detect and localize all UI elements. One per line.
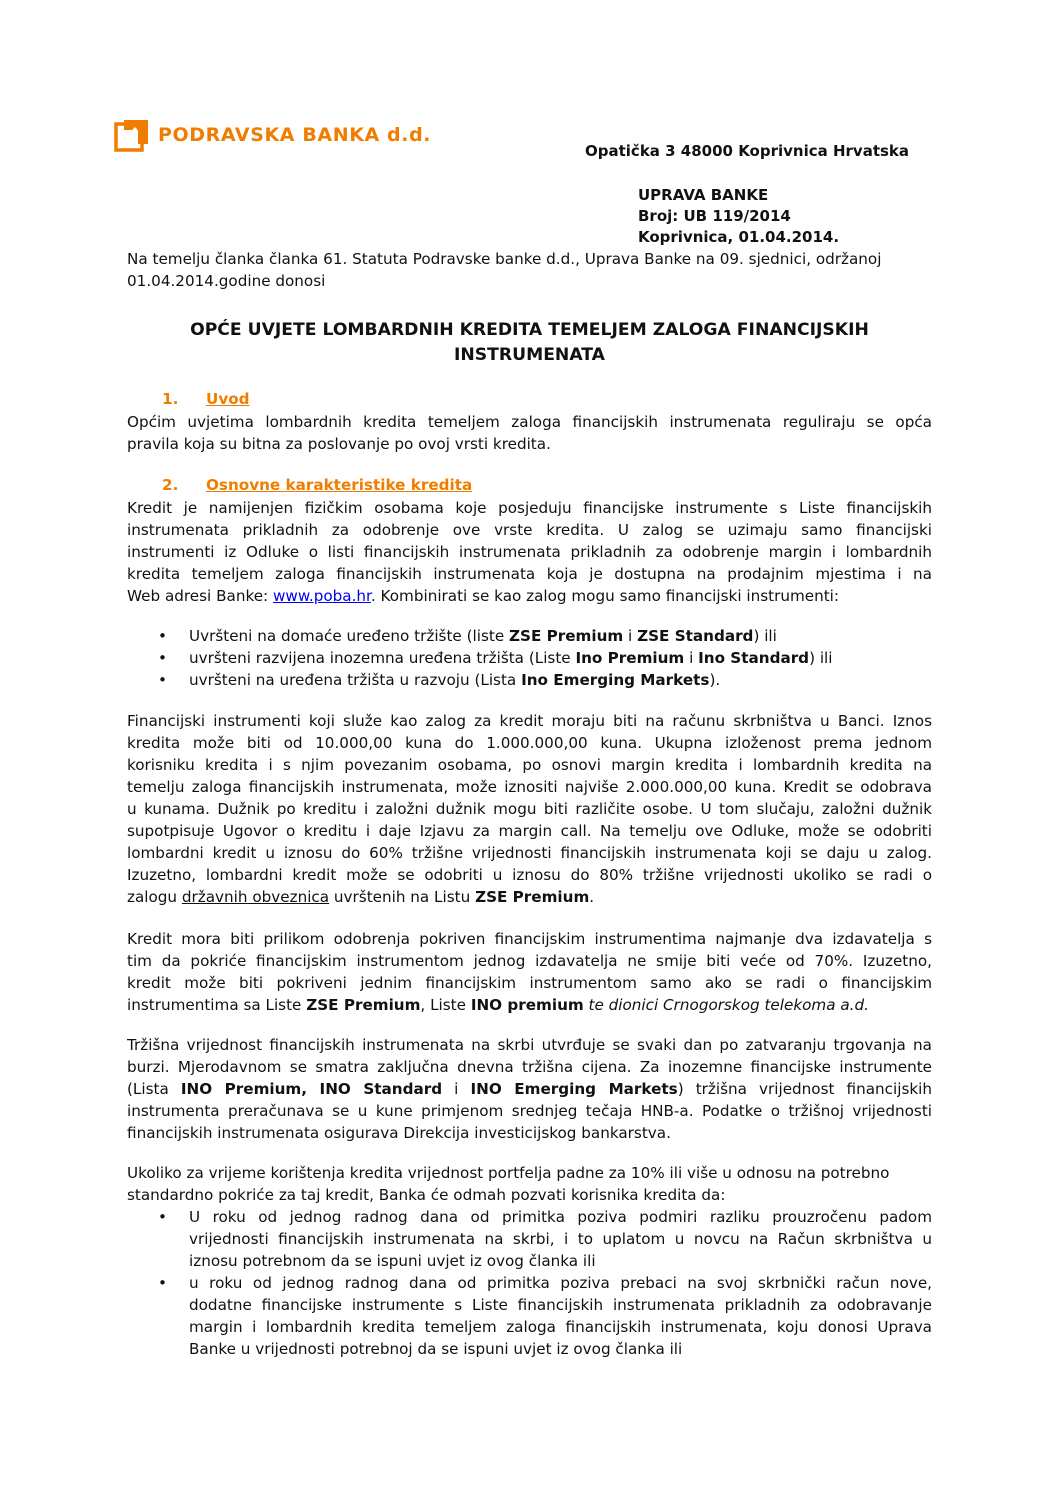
instrument-list [127, 625, 932, 691]
section-number: 1. [162, 390, 179, 408]
text-line [127, 886, 932, 908]
bold-fragment: ZSE Standard [637, 627, 754, 645]
section-1-paragraph [127, 411, 932, 455]
bullet-icon: • [158, 1274, 167, 1292]
bullet-icon: • [158, 627, 167, 645]
text-line [127, 1078, 932, 1100]
text-fragment: Uvršteni na domaće uređeno tržište (liste [189, 627, 509, 645]
text-fragment: . [589, 888, 595, 906]
section-2-paragraph-5 [127, 1162, 932, 1206]
text-fragment: i [623, 627, 638, 645]
section-heading-1 [127, 390, 250, 408]
text-fragment: ) tržišna vrijednost financijskih [677, 1080, 933, 1098]
text-line: Financijski instrumenti koji služe kao zalog za kredit moraju biti na računu skrbništva u Banci. Iznos [127, 712, 932, 730]
text-line: u kunama. Dužnik po kreditu i založni dužnik mogu biti različite osobe. U tom slučaju, založni dužnik [127, 800, 932, 818]
text-line: pravila koja su bitna za poslovanje po ovoj vrsti kredita. [127, 435, 551, 453]
text-line: Kredit je namijenjen fizičkim osobama koje posjeduju financijske instrumente s Liste financijskih [127, 499, 932, 517]
text-line [127, 994, 932, 1016]
bullet-icon: • [158, 1208, 167, 1226]
margin-call-list [127, 1206, 932, 1360]
text-line: kredit može biti pokriveni jednim financijskim instrumentom samo ako se radi o financijskim [127, 974, 932, 992]
bold-fragment: ZSE Premium [509, 627, 624, 645]
text-fragment: zalogu [127, 888, 182, 906]
text-line: u roku od jednog radnog dana od primitka poziva prebaci na svoj skrbnički račun nove, [189, 1274, 932, 1292]
text-line: instrumenta preračunava se u kune primjenom srednjeg tečaja HNB-a. Podatke o tržišnoj vrijednosti [127, 1102, 932, 1120]
logo-text: PODRAVSKA BANKA d.d. [158, 124, 432, 146]
bold-fragment: Ino Premium [575, 649, 685, 667]
document-reference [638, 185, 839, 248]
bullet-icon: • [158, 671, 167, 689]
bold-fragment: ZSE Premium [306, 996, 421, 1014]
title-line: OPĆE UVJETE LOMBARDNIH KREDITA TEMELJEM ZALOGA FINANCIJSKIH [190, 320, 869, 340]
text-fragment: Web adresi Banke: [127, 587, 273, 605]
bold-fragment: INO Premium, INO Standard [180, 1080, 443, 1098]
text-line: temelju zaloga financijskih instrumenata, može iznositi najviše 2.000.000,00 kuna. Kredit se odobrava [127, 778, 932, 796]
bank-address: Opatička 3 48000 Koprivnica Hrvatska [585, 142, 910, 160]
bold-fragment: Ino Standard [698, 649, 810, 667]
place-date: Koprivnica, 01.04.2014. [638, 228, 840, 246]
text-line: instrumenti iz Odluke o listi financijskih instrumenata prikladnih za odobrenje margin i lombardnih [127, 543, 932, 561]
section-number: 2. [162, 476, 179, 494]
text-fragment: ) ili [753, 627, 777, 645]
section-2-paragraph-3 [127, 928, 932, 1016]
text-fragment: i [684, 649, 699, 667]
text-line: burzi. Mjerodavnom se smatra zaključna dnevna tržišna cijena. Za inozemne financijske instrumente [127, 1058, 932, 1076]
bold-fragment: Ino Emerging Markets [521, 671, 710, 689]
bold-fragment: ZSE Premium [475, 888, 590, 906]
text-fragment: uvršteni na uređena tržišta u razvoju (Lista [189, 671, 522, 689]
text-fragment: , Liste [420, 996, 471, 1014]
underlined-fragment: državnih obveznica [181, 888, 330, 906]
list-item [127, 625, 932, 647]
text-line: margin i lombardnih kredita temeljem zaloga financijskih instrumenata, koju donosi Uprava [189, 1318, 932, 1336]
text-line: financijskih instrumenata osigurava Direkcija investicijskog bankarstva. [127, 1124, 671, 1142]
section-title: Uvod [206, 390, 250, 408]
intro-paragraph [127, 248, 932, 292]
list-item [127, 1272, 932, 1360]
bullet-icon: • [158, 649, 167, 667]
text-line: U roku od jednog radnog dana od primitka poziva podmiri razliku prouzročenu padom [189, 1208, 932, 1226]
intro-line: 01.04.2014.godine donosi [127, 272, 326, 290]
document-title [127, 318, 932, 368]
text-line: Ukoliko za vrijeme korištenja kredita vrijednost portfelja padne za 10% ili više u odnosu na potrebno [127, 1164, 890, 1182]
text-fragment: ) ili [809, 649, 833, 667]
bank-logo [114, 118, 431, 152]
text-fragment: . Kombinirati se kao zalog mogu samo financijski instrumenti: [370, 587, 840, 605]
text-line: instrumenata prikladnih za odobrenje ove vrste kredita. U zalog se uzimaju samo financijski [127, 521, 932, 539]
text-line: kredita temeljem zaloga financijskih instrumenata koja je dostupna na prodajnim mjestima i na [127, 565, 932, 583]
intro-line: Na temelju članka članka 61. Statuta Podravske banke d.d., Uprava Banke na 09. sjednici, održanoj [127, 250, 882, 268]
list-item [127, 647, 932, 669]
text-fragment: instrumentima sa Liste [127, 996, 307, 1014]
board-label: UPRAVA BANKE [638, 186, 769, 204]
text-fragment: i [442, 1080, 471, 1098]
text-line: tim da pokriće financijskim instrumentom jednog izdavatelja ne smije biti veće od 70%. Izuzetno, [127, 952, 932, 970]
text-line: Izuzetno, lombardni kredit može se odobriti u iznosu do 80% tržišne vrijednosti ukoliko se radi o [127, 866, 932, 884]
text-line: Banke u vrijednosti potrebnoj da se ispuni uvjet iz ovog članka ili [189, 1340, 683, 1358]
italic-fragment: te dionici Crnogorskog telekoma a.d. [583, 996, 869, 1014]
text-line: standardno pokriće za taj kredit, Banka će odmah pozvati korisnika kredita da: [127, 1186, 726, 1204]
text-fragment: ). [709, 671, 721, 689]
logo-mark-icon [114, 118, 150, 152]
section-heading-2 [127, 476, 472, 494]
text-line: supotpisuje Ugovor o kreditu i daje Izjavu za margin call. Na temelju ove Odluke, može se odobriti [127, 822, 932, 840]
text-fragment: (Lista [127, 1080, 181, 1098]
section-2-paragraph-1 [127, 497, 932, 607]
document-number: Broj: UB 119/2014 [638, 207, 791, 225]
text-line: dodatne financijske instrumente s Liste financijskih instrumenata prikladnih za odobravanje [189, 1296, 932, 1314]
text-line: Tržišna vrijednost financijskih instrumenata na skrbi utvrđuje se svaki dan po zatvaranju trgovanja na [127, 1036, 932, 1054]
text-line: Općim uvjetima lombardnih kredita temeljem zaloga financijskih instrumenata reguliraju se opća [127, 413, 932, 431]
section-title: Osnovne karakteristike kredita [206, 476, 473, 494]
list-item [127, 1206, 932, 1272]
text-line: kredita može biti od 10.000,00 kuna do 1.000.000,00 kuna. Ukupna izloženost prema jednom [127, 734, 932, 752]
title-line: INSTRUMENATA [454, 345, 605, 365]
bold-fragment: INO Emerging Markets [470, 1080, 678, 1098]
bank-website-link[interactable]: www.poba.hr [273, 587, 371, 605]
text-line [127, 585, 932, 607]
text-fragment: uvršteni razvijena inozemna uređena tržišta (Liste [189, 649, 576, 667]
text-line: vrijednosti financijskih instrumenata na skrbi, i to uplatom u novcu na Račun skrbništva u [189, 1230, 932, 1248]
text-line: lombardni kredit u iznosu do 60% tržišne vrijednosti financijskih instrumenata koji se daju u zalog. [127, 844, 932, 862]
text-line: Kredit mora biti prilikom odobrenja pokriven financijskim instrumentima najmanje dva izdavatelja s [127, 930, 932, 948]
text-fragment: uvrštenih na Listu [329, 888, 476, 906]
section-2-paragraph-2 [127, 710, 932, 908]
text-line: korisniku kredita i s njim povezanim osobama, po osnovi margin kredita i lombardnih kredita na [127, 756, 932, 774]
section-2-paragraph-4 [127, 1034, 932, 1144]
text-line: iznosu potrebnom da se ispuni uvjet iz ovog članka ili [189, 1252, 596, 1270]
list-item [127, 669, 932, 691]
bold-fragment: INO premium [470, 996, 584, 1014]
